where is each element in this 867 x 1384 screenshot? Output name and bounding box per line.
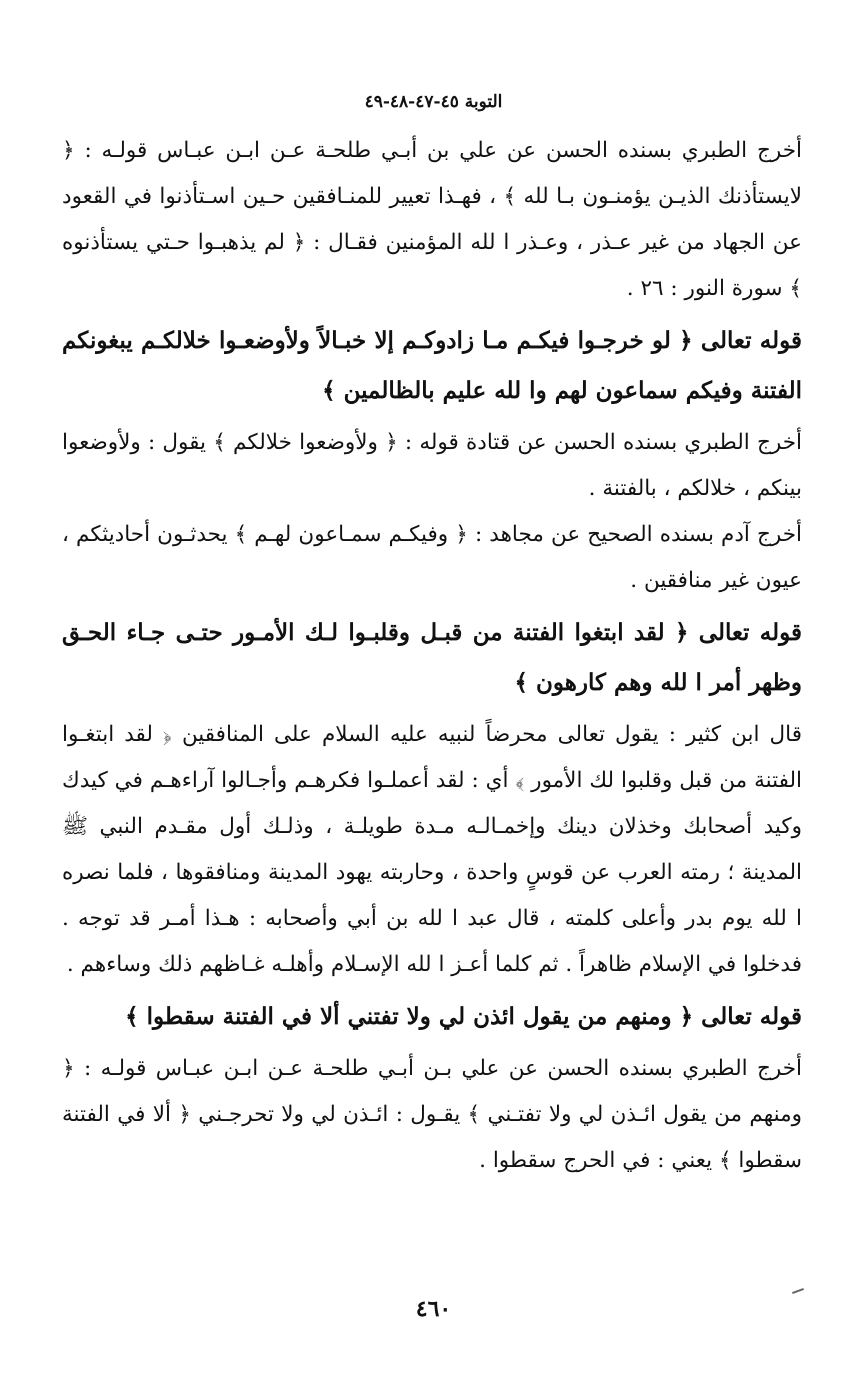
page-number: ٤٦٠ [415, 1296, 452, 1322]
page-body [62, 128, 802, 1184]
paragraph-tabari-ibn-abbas: أخرج الطبري بسنده الحسن عن علي بـن أبـي طلحـة عـن ابـن عبـاس قولـه : ﴿ ومنهم من يقول ائـذن لي ولا تفتـني ﴾ يقـول : ائـذن لي ولا تحرجـني ﴿ ألا في الفتنة سقطوا ﴾ يعني : في الحرج سقطوا . [62, 1056, 802, 1173]
paragraph-tabari-isti-dhan: أخرج الطبري بسنده الحسن عن علي بن أبـي طلحـة عـن ابـن عبـاس قولـه : ﴿ لايستأذنك الذيـن يؤمنـون بـا لله ﴾ ، فهـذا تعيير للمنـافقين حـين اسـتأذنوا في القعود عن الجهاد من غير عـذر ، وعـذر ا لله المؤمنين فقـال : ﴿ لم يذهبـوا حـتي يستأذنوه ﴾ سورة النور : ٢٦ . [62, 138, 802, 301]
verse-heading-law-kharaju: قوله تعالى ﴿ لو خرجـوا فيكـم مـا زادوكـم إلا خبـالاً ولأوضعـوا خلالكـم يبغونكم الفتنة وفيكم سماعون لهم وا لله عليم بالظالمين ﴾ [62, 327, 802, 404]
verse-heading-wa-minhum: قوله تعالى ﴿ ومنهم من يقول ائذن لي ولا تفتني ألا في الفتنة سقطوا ﴾ [125, 1003, 802, 1030]
scan-mark [792, 1288, 804, 1294]
paragraph-tabari-qatada: أخرج الطبري بسنده الحسن عن قتادة قوله : ﴿ ولأوضعوا خلالكم ﴾ يقول : ولأوضعوا بينكم ، خلالكم ، بالفتنة . [62, 430, 802, 501]
paragraph-adam-mujahid: أخرج آدم بسنده الصحيح عن مجاهد : ﴿ وفيكـم سمـاعون لهـم ﴾ يحدثـون أحاديثكم ، عيون غير منافقين . [62, 522, 802, 593]
verse-heading-laqad-ibtaghu: قوله تعالى ﴿ لقد ابتغوا الفتنة من قبـل وقلبـوا لـك الأمـور حتـى جـاء الحـق وظهر أمر ا لله وهم كارهون ﴾ [62, 619, 802, 696]
running-header: التوبة ٤٥-٤٧-٤٨-٤٩ [364, 92, 503, 112]
paragraph-ibn-kathir: قال ابن كثير : يقول تعالى محرضاً لنبيه عليه السلام على المنافقين ﴿ لقد ابتغـوا الفتنة من قبل وقلبوا لك الأمور ﴾ أي : لقد أعملـوا فكرهـم وأجـالوا آراءهـم في كيدك وكيد أصحابك وخذلان دينك وإخمـالـه مـدة طويلـة ، وذلـك أول مقـدم النبي ﷺ المدينة ؛ رمته العرب عن قوسٍ واحدة ، وحاربته يهود المدينة ومنافقوها ، فلما نصره ا لله يوم بدر وأعلى كلمته ، قال عبد ا لله بن أبي وأصحابه : هـذا أمـر قد توجه . فدخلوا في الإسلام ظاهراً . ثم كلما أعـز ا لله الإسـلام وأهلـه غـاظهم ذلك وساءهم . [62, 722, 802, 977]
